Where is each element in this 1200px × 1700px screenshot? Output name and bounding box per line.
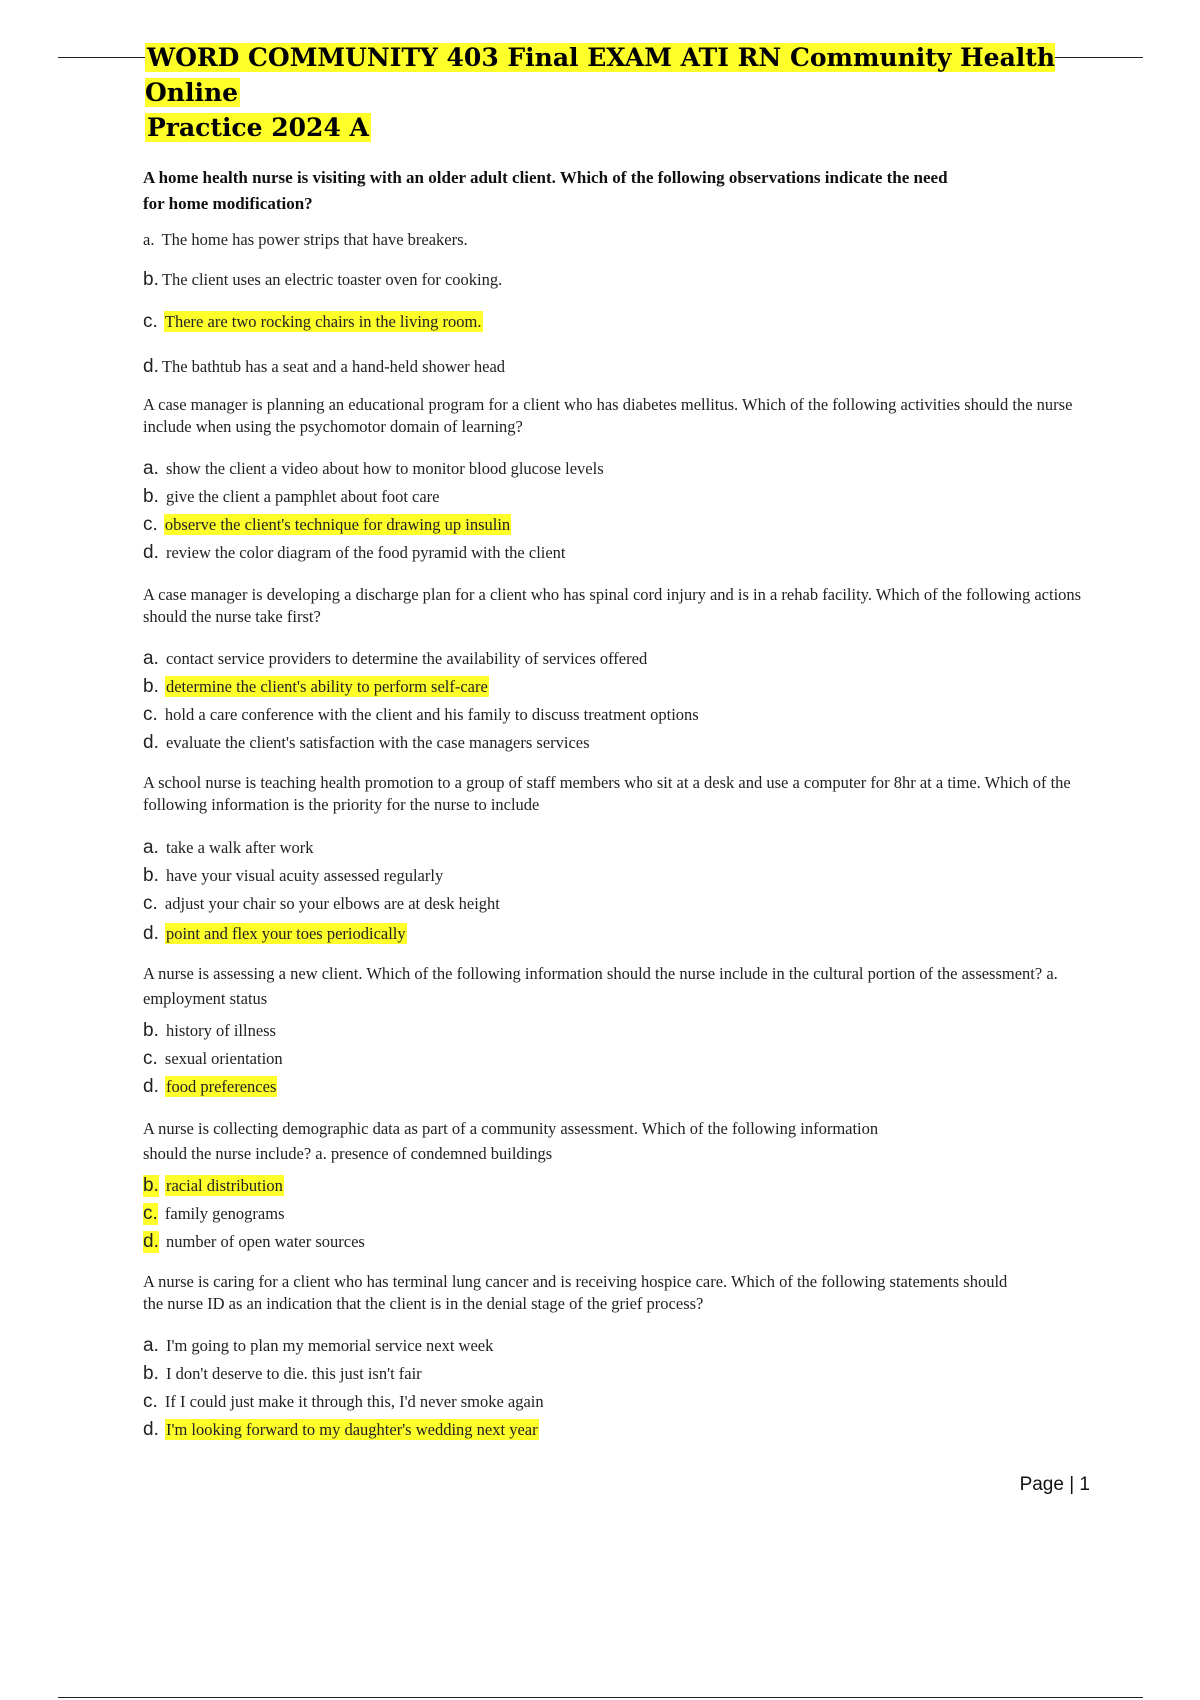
question-2-option-a: a. show the client a video about how to monitor blood glucose levels [143, 458, 604, 479]
question-4-option-b: b. have your visual acuity assessed regularly [143, 865, 444, 886]
question-1-option-a: a. The home has power strips that have breakers. [143, 230, 468, 249]
question-4-option-c: c. adjust your chair so your elbows are at desk height [143, 893, 500, 914]
question-6-option-d: d. number of open water sources [143, 1231, 365, 1252]
question-4-option-a: a. take a walk after work [143, 837, 314, 858]
question-5-option-d: d. food preferences [143, 1076, 277, 1097]
highlighted-answer: determine the client's ability to perform self-care [165, 677, 488, 696]
highlighted-answer: I'm looking forward to my daughter's wedding next year [165, 1420, 538, 1439]
question-5-option-b: b. history of illness [143, 1020, 276, 1041]
question-4-option-d: d. point and flex your toes periodically [143, 923, 406, 944]
question-3-stem: A case manager is developing a discharge plan for a client who has spinal cord injury and is in a rehab facility. Which of the following actions should the nurse take first? [143, 585, 1082, 626]
question-6-option-b: b. racial distribution [143, 1175, 283, 1196]
question-2-stem: A case manager is planning an educational program for a client who has diabetes mellitus. Which of the following activities should the nurse include when using the psychomotor domain of learning? [143, 395, 1073, 436]
question-2-option-b: b. give the client a pamphlet about foot care [143, 486, 440, 507]
question-1-stem: A home health nurse is visiting with an older adult client. Which of the following observations indicate the need for home modification? [143, 168, 948, 213]
question-3-option-b: b. determine the client's ability to perform self-care [143, 676, 488, 697]
page-number: Page | 1 [1019, 1474, 1090, 1495]
highlighted-answer: There are two rocking chairs in the living room. [164, 312, 482, 331]
highlighted-answer: food preferences [165, 1077, 277, 1096]
document-title [145, 40, 1085, 145]
question-7-option-b: b. I don't deserve to die. this just isn't fair [143, 1363, 422, 1384]
question-6-stem: A nurse is collecting demographic data as part of a community assessment. Which of the following information should the nurse include? a. presence of condemned buildings [143, 1119, 879, 1163]
question-6-option-c: c. family genograms [143, 1203, 285, 1224]
question-2-option-d: d. review the color diagram of the food pyramid with the client [143, 542, 566, 563]
highlighted-answer: observe the client's technique for drawing up insulin [164, 515, 511, 534]
question-7-option-d: d. I'm looking forward to my daughter's wedding next year [143, 1419, 538, 1440]
question-7-stem: A nurse is caring for a client who has terminal lung cancer and is receiving hospice care. Which of the following statements should the nurse ID as an indication that the client is in the denial stage of the grief process? [143, 1272, 1008, 1313]
question-4-stem: A school nurse is teaching health promotion to a group of staff members who sit at a desk and use a computer for 8hr at a time. Which of the following information is the priority for the nurse to include [143, 773, 1071, 814]
question-1-option-b: b. The client uses an electric toaster oven for cooking. [143, 269, 503, 290]
highlighted-answer: racial distribution [165, 1176, 283, 1195]
question-7-option-c: c. If I could just make it through this, I'd never smoke again [143, 1391, 544, 1412]
question-2-option-c: c. observe the client's technique for drawing up insulin [143, 514, 511, 535]
question-5-stem: A nurse is assessing a new client. Which of the following information should the nurse include in the cultural portion of the assessment? a. employment status [143, 964, 1058, 1008]
bottom-rule [58, 1697, 1143, 1698]
title-line-2: Practice 2024 A [147, 113, 369, 142]
question-3-option-c: c. hold a care conference with the client and his family to discuss treatment options [143, 704, 699, 725]
question-1-option-d: d. The bathtub has a seat and a hand-held shower head [143, 356, 506, 377]
question-3-option-d: d. evaluate the client's satisfaction with the case managers services [143, 732, 590, 753]
highlighted-answer: point and flex your toes periodically [165, 924, 406, 943]
question-3-option-a: a. contact service providers to determine the availability of services offered [143, 648, 648, 669]
question-7-option-a: a. I'm going to plan my memorial service next week [143, 1335, 494, 1356]
question-5-option-c: c. sexual orientation [143, 1048, 283, 1069]
question-1-option-c: c. There are two rocking chairs in the living room. [143, 311, 482, 332]
title-line-1: WORD COMMUNITY 403 Final EXAM ATI RN Community Health Online [145, 43, 1055, 107]
